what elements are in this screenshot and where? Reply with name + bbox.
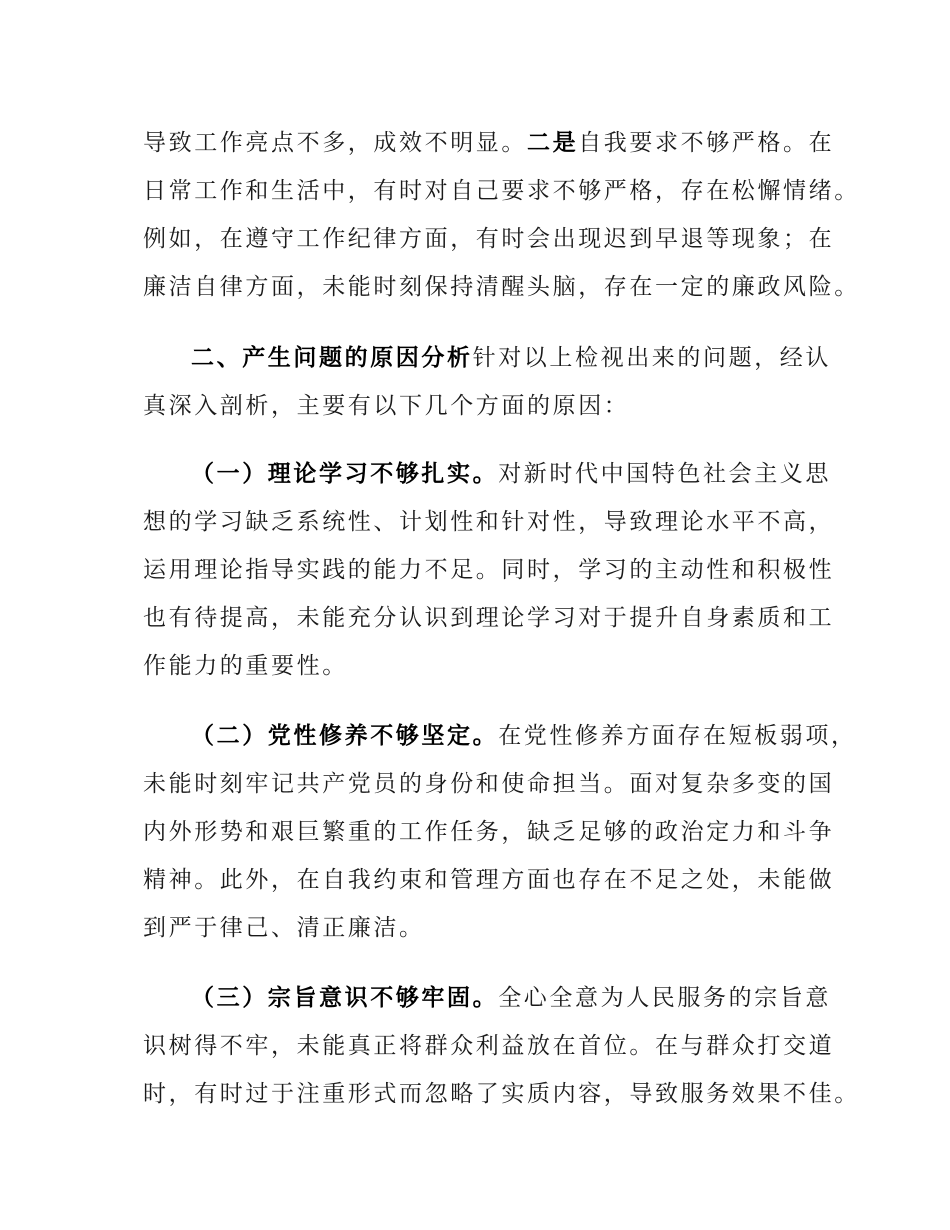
text-run: 针对以上检视出来的问题，经认 — [472, 345, 832, 371]
text-line: 到严于律己、清正廉洁。 — [143, 915, 425, 941]
text-line: 作能力的重要性。 — [143, 653, 348, 679]
text-run: 自我要求不够严格。在 — [578, 130, 835, 156]
text-line: 运用理论指导实践的能力不足。同时，学习的主动性和积极性 — [143, 557, 835, 583]
text-line: 例如，在遵守工作纪律方面，有时会出现迟到早退等现象；在 — [143, 226, 835, 252]
text-line: 想的学习缺乏系统性、计划性和针对性，导致理论水平不高， — [143, 509, 835, 535]
text-run: 导致工作亮点不多，成效不明显。 — [143, 130, 527, 156]
text-line: 未能时刻牢记共产党员的身份和使命担当。面对复杂多变的国 — [143, 771, 835, 797]
text-line: 日常工作和生活中，有时对自己要求不够严格，存在松懈情绪。 — [143, 178, 860, 204]
text-line — [143, 119, 835, 167]
text-run: 对新时代中国特色社会主义思 — [498, 461, 832, 487]
text-line: 真深入剖析，主要有以下几个方面的原因： — [143, 393, 630, 419]
text-run: 在党性修养方面存在短板弱项， — [498, 723, 857, 749]
section-heading: 二、产生问题的原因分析 — [191, 345, 473, 371]
text-run: 全心全意为人民服务的宗旨意 — [498, 985, 832, 1011]
text-line: 识树得不牢，未能真正将群众利益放在首位。在与群众打交道 — [143, 1033, 835, 1059]
text-line: 也有待提高，未能充分认识到理论学习对于提升自身素质和工 — [143, 605, 835, 631]
text-line: 内外形势和艰巨繁重的工作任务，缺乏足够的政治定力和斗争 — [143, 819, 835, 845]
subsection-heading: （一）理论学习不够扎实。 — [191, 461, 499, 487]
paragraph-theory-study — [143, 450, 835, 690]
text-line: 廉洁自律方面，未能时刻保持清醒头脑，存在一定的廉政风险。 — [143, 274, 860, 300]
text-line: 精神。此外，在自我约束和管理方面也存在不足之处，未能做 — [143, 867, 835, 893]
text-line — [143, 334, 832, 382]
text-line: 时，有时过于注重形式而忽略了实质内容，导致服务效果不佳。 — [143, 1081, 860, 1107]
text-line — [143, 450, 832, 498]
paragraph-service-purpose — [143, 974, 860, 1118]
text-line — [143, 974, 832, 1022]
text-line — [143, 712, 857, 760]
emphasis-label: 二是 — [527, 130, 579, 156]
paragraph-party-spirit — [143, 712, 857, 952]
subsection-heading: （三）宗旨意识不够牢固。 — [191, 985, 499, 1011]
paragraph-self-discipline — [143, 119, 860, 311]
subsection-heading: （二）党性修养不够坚定。 — [191, 723, 499, 749]
paragraph-cause-analysis — [143, 334, 832, 430]
